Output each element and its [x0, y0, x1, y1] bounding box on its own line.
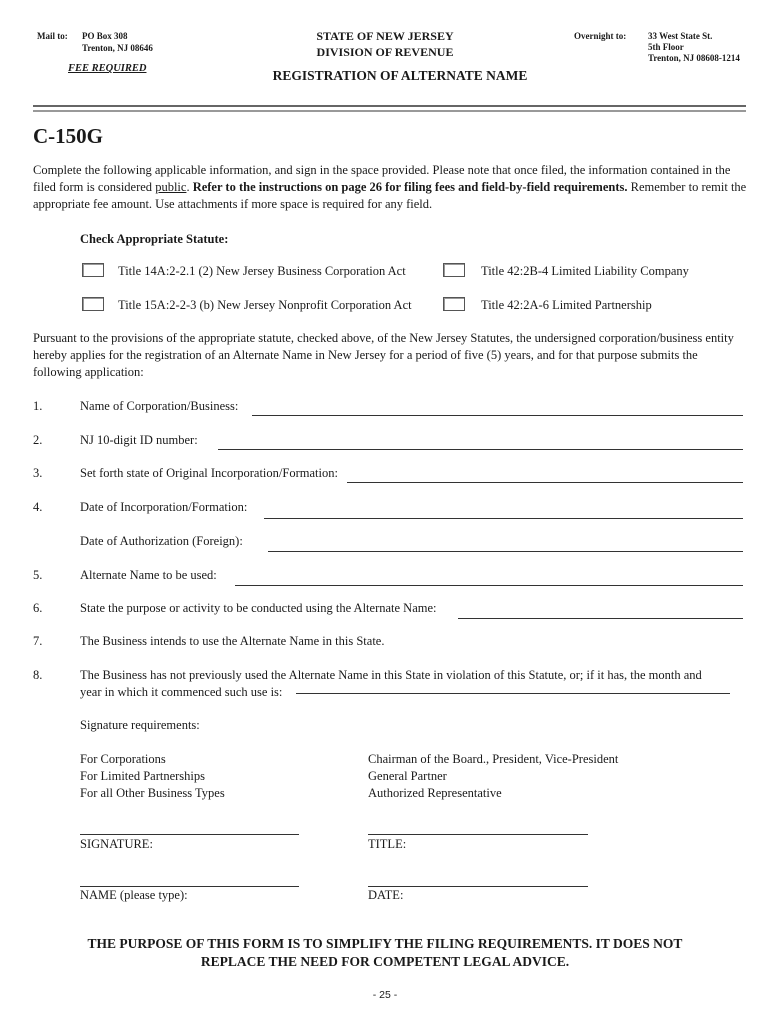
intro-text-part3: Remember to remit the appropriate fee amount. Use attachments if more space is required for any field. — [33, 180, 747, 211]
checkbox-15a[interactable] — [82, 297, 104, 311]
item-7-number: 7. — [33, 634, 43, 648]
form-title: REGISTRATION OF ALTERNATE NAME — [272, 68, 528, 83]
header-rule-top — [33, 105, 746, 107]
item-3-number: 3. — [33, 466, 43, 480]
item-4-label: Date of Incorporation/Formation: — [80, 500, 248, 514]
date-label: DATE: — [368, 888, 404, 902]
statute-option-15a: Title 15A:2-2-3 (b) New Jersey Nonprofit Corporation Act — [118, 298, 412, 312]
fee-required-note: FEE REQUIRED — [68, 63, 147, 74]
date-of-incorporation-field[interactable] — [264, 518, 743, 519]
signature-label: SIGNATURE: — [80, 837, 153, 851]
overnight-label: Overnight to: — [574, 31, 627, 41]
checkbox-42-2a[interactable] — [443, 297, 465, 311]
checkbox-14a[interactable] — [82, 263, 104, 277]
item-8-label-line2: year in which it commenced such use is: — [80, 685, 283, 699]
name-label: NAME (please type): — [80, 888, 188, 902]
item-7-label: The Business intends to use the Alternate Name in this State. — [80, 634, 385, 648]
agency-line1: STATE OF NEW JERSEY — [316, 29, 454, 43]
signer-type-corporations: For Corporations — [80, 752, 166, 766]
overnight-address-line2: 5th Floor — [648, 42, 684, 52]
prior-use-date-field[interactable] — [296, 693, 730, 694]
date-of-authorization-field[interactable] — [268, 551, 743, 552]
overnight-address-line3: Trenton, NJ 08608-1214 — [648, 53, 740, 63]
intro-public-word: public — [155, 180, 187, 194]
item-1-label: Name of Corporation/Business: — [80, 399, 239, 413]
intro-paragraph — [33, 162, 749, 213]
disclaimer-line2: REPLACE THE NEED FOR COMPETENT LEGAL ADVICE. — [200, 954, 570, 969]
signature-field[interactable] — [80, 834, 299, 835]
mail-to-label: Mail to: — [37, 31, 68, 41]
page-number: - 25 - — [372, 989, 398, 1001]
signature-requirements-heading: Signature requirements: — [80, 718, 200, 732]
agency-line2: DIVISION OF REVENUE — [316, 45, 454, 59]
pursuant-paragraph: Pursuant to the provisions of the appropriate statute, checked above, of the New Jersey Statutes, the undersigned corporation/business entity hereby applies for the registration of an Alternate Name in New Jersey for a period of five (5) years, and for that purpose submits the following application: — [33, 331, 734, 379]
item-4b-label: Date of Authorization (Foreign): — [80, 534, 243, 548]
item-1-number: 1. — [33, 399, 43, 413]
overnight-address-line1: 33 West State St. — [648, 31, 713, 41]
item-2-label: NJ 10-digit ID number: — [80, 433, 198, 447]
title-field[interactable] — [368, 834, 588, 835]
statute-option-42-2b: Title 42:2B-4 Limited Liability Company — [481, 264, 689, 278]
corporation-name-field[interactable] — [252, 415, 743, 416]
statute-heading: Check Appropriate Statute: — [80, 232, 229, 246]
nj-id-number-field[interactable] — [218, 449, 743, 450]
statute-option-42-2a: Title 42:2A-6 Limited Partnership — [481, 298, 652, 312]
item-6-number: 6. — [33, 601, 43, 615]
intro-text-part1: Complete the following applicable information, and sign in the space provided. Please note that once filed, the information contained in the filed form is considered — [33, 163, 731, 194]
state-of-incorporation-field[interactable] — [347, 482, 743, 483]
signer-type-other: For all Other Business Types — [80, 786, 225, 800]
item-4-number: 4. — [33, 500, 43, 514]
header-rule-bottom — [33, 110, 746, 112]
item-2-number: 2. — [33, 433, 43, 447]
mail-to-address-line1: PO Box 308 — [82, 31, 128, 41]
title-label: TITLE: — [368, 837, 407, 851]
signer-type-partnerships: For Limited Partnerships — [80, 769, 205, 783]
alternate-name-field[interactable] — [235, 585, 743, 586]
mail-to-address-line2: Trenton, NJ 08646 — [82, 43, 153, 53]
item-6-label: State the purpose or activity to be conducted using the Alternate Name: — [80, 601, 437, 615]
purpose-activity-field[interactable] — [458, 618, 743, 619]
signer-role-partnerships: General Partner — [368, 769, 447, 783]
signer-role-corporations: Chairman of the Board., President, Vice-President — [368, 752, 619, 766]
intro-bold-instructions: Refer to the instructions on page 26 for filing fees and field-by-field requirements. — [192, 180, 628, 194]
item-3-label: Set forth state of Original Incorporation/Formation: — [80, 466, 338, 480]
intro-text-part2: . — [186, 180, 193, 194]
item-5-label: Alternate Name to be used: — [80, 568, 217, 582]
checkbox-42-2b[interactable] — [443, 263, 465, 277]
signer-role-other: Authorized Representative — [368, 786, 502, 800]
statute-option-14a: Title 14A:2-2.1 (2) New Jersey Business Corporation Act — [118, 264, 406, 278]
item-8-number: 8. — [33, 668, 43, 682]
disclaimer-line1: THE PURPOSE OF THIS FORM IS TO SIMPLIFY THE FILING REQUIREMENTS. IT DOES NOT — [87, 936, 683, 951]
form-code: C-150G — [33, 124, 103, 148]
item-5-number: 5. — [33, 568, 43, 582]
item-8-label-line1: The Business has not previously used the Alternate Name in this State in violation of this Statute, or; if it has, the month and — [80, 668, 702, 682]
